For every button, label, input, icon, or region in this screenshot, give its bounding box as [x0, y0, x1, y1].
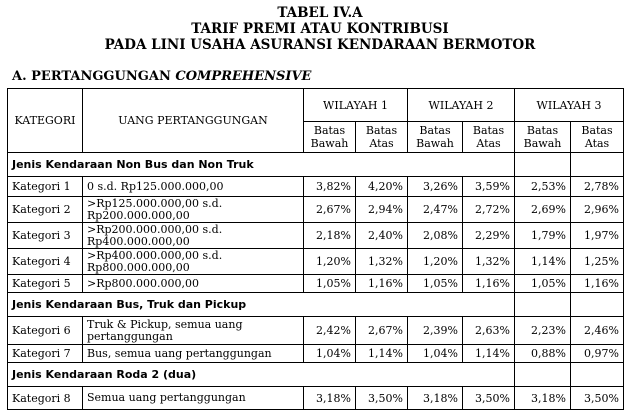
rate-batas-bawah-cell: 1,04%	[304, 345, 356, 363]
group-empty-cell	[515, 153, 571, 177]
rate-batas-bawah-cell: 1,20%	[408, 249, 463, 275]
rate-batas-atas-cell: 2,67%	[356, 317, 408, 345]
section-prefix: A. PERTANGGUNGAN	[12, 69, 176, 84]
rate-batas-atas-cell: 2,46%	[571, 317, 624, 345]
rate-batas-bawah-cell: 2,42%	[304, 317, 356, 345]
rate-batas-atas-cell: 2,40%	[356, 223, 408, 249]
table-title: TARIF PREMI ATAU KONTRIBUSI	[191, 21, 449, 37]
group-title: Jenis Kendaraan Non Bus dan Non Truk	[8, 153, 515, 177]
uang-pertanggungan-cell: Semua uang pertanggungan	[83, 387, 304, 410]
group-row	[8, 153, 624, 177]
rate-batas-atas-cell: 3,50%	[571, 387, 624, 410]
rate-batas-bawah-cell: 2,47%	[408, 197, 463, 223]
group-title: Jenis Kendaraan Roda 2 (dua)	[8, 363, 515, 387]
table-row	[8, 317, 624, 345]
table-row	[8, 387, 624, 410]
rate-batas-bawah-cell: 3,18%	[515, 387, 571, 410]
rate-batas-bawah-cell: 2,08%	[408, 223, 463, 249]
header-batas-bawah: Batas Bawah	[515, 122, 571, 153]
rate-batas-bawah-cell: 1,05%	[515, 275, 571, 293]
rate-batas-bawah-cell: 2,67%	[304, 197, 356, 223]
uang-pertanggungan-cell: >Rp125.000.000,00 s.d. Rp200.000.000,00	[83, 197, 304, 223]
group-title: Jenis Kendaraan Bus, Truk dan Pickup	[8, 293, 515, 317]
rate-batas-atas-cell: 3,50%	[463, 387, 515, 410]
header-batas-atas: Batas Atas	[356, 122, 408, 153]
rate-batas-atas-cell: 1,16%	[356, 275, 408, 293]
rate-batas-bawah-cell: 1,05%	[304, 275, 356, 293]
header-wilayah-1: WILAYAH 1	[304, 89, 408, 122]
rate-batas-bawah-cell: 1,05%	[408, 275, 463, 293]
rate-batas-bawah-cell: 2,53%	[515, 177, 571, 197]
uang-pertanggungan-cell: >Rp800.000.000,00	[83, 275, 304, 293]
rate-batas-bawah-cell: 1,04%	[408, 345, 463, 363]
kategori-cell: Kategori 4	[8, 249, 83, 275]
group-row	[8, 363, 624, 387]
rate-batas-bawah-cell: 2,69%	[515, 197, 571, 223]
header-uang-pertanggungan: UANG PERTANGGUNGAN	[83, 89, 304, 153]
rate-batas-atas-cell: 2,94%	[356, 197, 408, 223]
group-empty-cell	[515, 363, 571, 387]
rate-batas-bawah-cell: 1,14%	[515, 249, 571, 275]
rate-batas-bawah-cell: 3,82%	[304, 177, 356, 197]
uang-pertanggungan-cell: Truk & Pickup, semua uang pertanggungan	[83, 317, 304, 345]
rate-batas-atas-cell: 1,97%	[571, 223, 624, 249]
uang-pertanggungan-cell: >Rp200.000.000,00 s.d. Rp400.000.000,00	[83, 223, 304, 249]
rate-batas-atas-cell: 3,50%	[356, 387, 408, 410]
rate-batas-atas-cell: 1,14%	[356, 345, 408, 363]
group-empty-cell	[571, 153, 624, 177]
table-number: TABEL IV.A	[277, 5, 363, 21]
header-batas-atas: Batas Atas	[463, 122, 515, 153]
header-wilayah-2: WILAYAH 2	[408, 89, 515, 122]
kategori-cell: Kategori 3	[8, 223, 83, 249]
rate-batas-atas-cell: 3,59%	[463, 177, 515, 197]
rate-batas-atas-cell: 4,20%	[356, 177, 408, 197]
rate-batas-bawah-cell: 1,79%	[515, 223, 571, 249]
kategori-cell: Kategori 6	[8, 317, 83, 345]
uang-pertanggungan-cell: 0 s.d. Rp125.000.000,00	[83, 177, 304, 197]
group-empty-cell	[571, 293, 624, 317]
section-heading	[12, 69, 311, 84]
rate-batas-bawah-cell: 0,88%	[515, 345, 571, 363]
header-batas-bawah: Batas Bawah	[304, 122, 356, 153]
rate-batas-bawah-cell: 2,39%	[408, 317, 463, 345]
rate-batas-bawah-cell: 1,20%	[304, 249, 356, 275]
section-emphasis: COMPREHENSIVE	[175, 69, 312, 84]
table-row	[8, 223, 624, 249]
group-empty-cell	[515, 293, 571, 317]
kategori-cell: Kategori 2	[8, 197, 83, 223]
table-row	[8, 177, 624, 197]
group-empty-cell	[571, 363, 624, 387]
table-row	[8, 197, 624, 223]
table-row	[8, 249, 624, 275]
rate-batas-bawah-cell: 3,18%	[304, 387, 356, 410]
table-row	[8, 345, 624, 363]
kategori-cell: Kategori 5	[8, 275, 83, 293]
rate-batas-bawah-cell: 2,23%	[515, 317, 571, 345]
uang-pertanggungan-cell: Bus, semua uang pertanggungan	[83, 345, 304, 363]
rate-batas-atas-cell: 2,78%	[571, 177, 624, 197]
header-wilayah-3: WILAYAH 3	[515, 89, 624, 122]
table-subtitle: PADA LINI USAHA ASURANSI KENDARAAN BERMOTOR	[104, 37, 536, 53]
rate-batas-bawah-cell: 3,18%	[408, 387, 463, 410]
rate-batas-atas-cell: 1,16%	[463, 275, 515, 293]
rate-batas-atas-cell: 1,25%	[571, 249, 624, 275]
table-row	[8, 275, 624, 293]
header-batas-bawah: Batas Bawah	[408, 122, 463, 153]
rate-batas-atas-cell: 1,32%	[463, 249, 515, 275]
rate-batas-atas-cell: 2,63%	[463, 317, 515, 345]
premium-rate-table	[7, 88, 624, 410]
rate-batas-bawah-cell: 3,26%	[408, 177, 463, 197]
rate-batas-bawah-cell: 2,18%	[304, 223, 356, 249]
rate-batas-atas-cell: 2,29%	[463, 223, 515, 249]
rate-batas-atas-cell: 0,97%	[571, 345, 624, 363]
rate-batas-atas-cell: 2,96%	[571, 197, 624, 223]
header-batas-atas: Batas Atas	[571, 122, 624, 153]
table-body	[8, 153, 624, 410]
uang-pertanggungan-cell: >Rp400.000.000,00 s.d. Rp800.000.000,00	[83, 249, 304, 275]
header-kategori: KATEGORI	[8, 89, 83, 153]
group-row	[8, 293, 624, 317]
rate-batas-atas-cell: 1,14%	[463, 345, 515, 363]
rate-batas-atas-cell: 2,72%	[463, 197, 515, 223]
kategori-cell: Kategori 7	[8, 345, 83, 363]
rate-batas-atas-cell: 1,32%	[356, 249, 408, 275]
kategori-cell: Kategori 1	[8, 177, 83, 197]
kategori-cell: Kategori 8	[8, 387, 83, 410]
rate-batas-atas-cell: 1,16%	[571, 275, 624, 293]
